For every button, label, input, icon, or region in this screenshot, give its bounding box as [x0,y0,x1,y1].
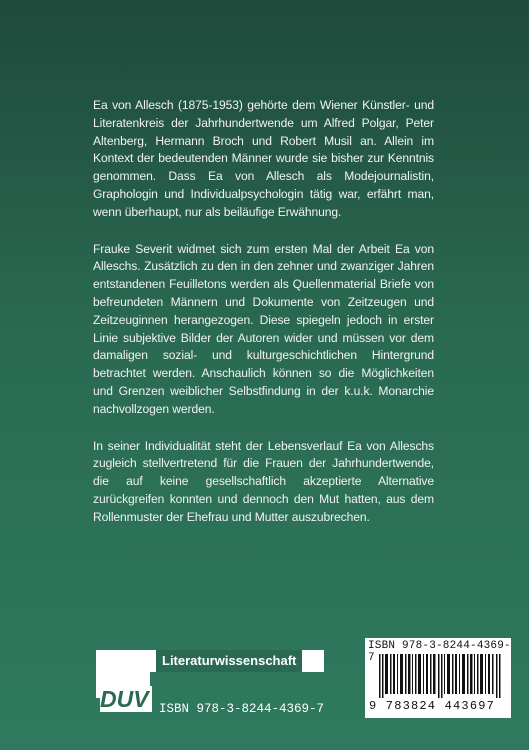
paragraph-2: Frauke Severit widmet sich zum ersten Mal der Arbeit Ea von Alleschs. Zusätzlich zu den in den zehner und zwanziger Jahren entstandenen Feuilletons werden als Quellenmaterial Briefe von befreundeten Männern und Dokumente von Zeitzeugen und Zeitzeuginnen herangezogen. Diese spiegeln jedoch in erster Linie subjektive Bilder der Autoren wider und müssen vor dem damaligen sozial- und kulturgeschichtlichen Hintergrund betrachtet werden. Anschaulich können so die Möglichkeiten und Grenzen weiblicher Selbstfindung in der k.u.k. Monarchie nachvollzogen werden. [93,241,434,416]
publisher-logo-area [96,650,326,720]
isbn-text: ISBN 978-3-8244-4369-7 [159,702,325,716]
series-label: Literaturwissenschaft [156,650,302,672]
paragraph-3: In seiner Individualität steht der Lebensverlauf Ea von Alleschs zugleich stellvertretend für die Frauen der Jahrhundertwende, die auf keine gesellschaftlich akzeptierte Alternative zurückgreifen konnten und dennoch den Mut hatten, aus dem Rollenmuster der Ehefrau und Mutter auszubrechen. [93,438,434,524]
back-cover-text [93,97,434,546]
barcode-icon [379,654,503,698]
ean-digits: 9 783824 443697 [369,699,496,713]
barcode-box [365,638,511,718]
duv-logo: DUV [100,686,152,712]
paragraph-1: Ea von Allesch (1875-1953) gehörte dem Wiener Künstler- und Literatenkreis der Jahrhundertwende um Alfred Polgar, Peter Altenberg, Hermann Broch und Robert Musil an. Allein im Kontext der bedeutenden Männer wurde sie bisher zur Kenntnis genommen. Dass Ea von Allesch als Modejournalistin, Graphologin und Individualpsychologin tätig war, erfährt man, wenn überhaupt, nur als beiläufige Erwähnung. [93,98,434,219]
barcode-isbn: ISBN 978-3-8244-4369-7 [368,640,511,664]
